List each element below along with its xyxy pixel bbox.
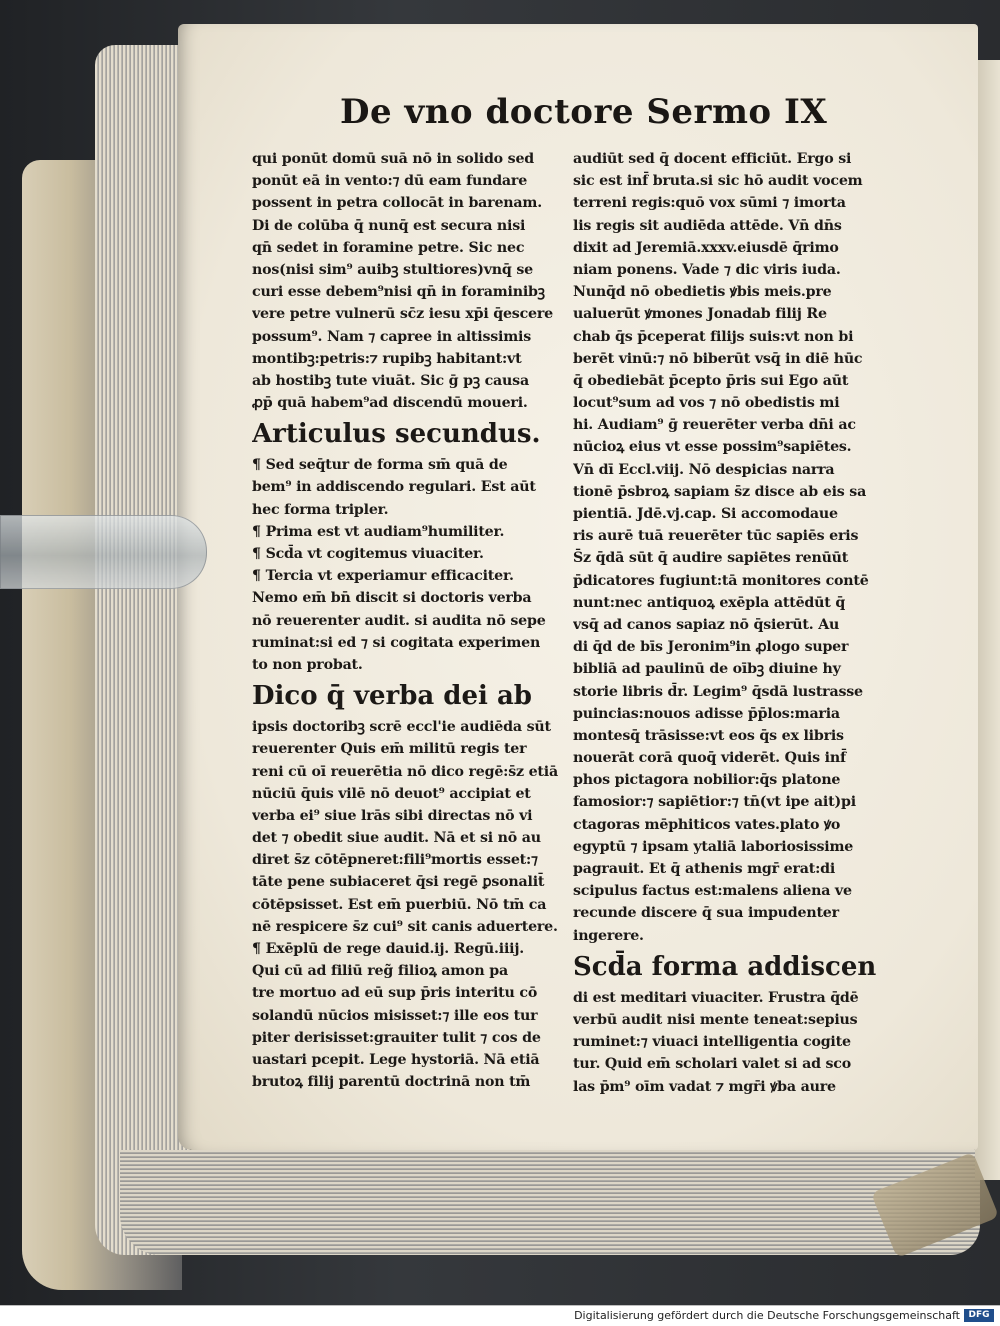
text-line: storie libris d̄r. Legim⁹ q̄sdā lustrasse <box>573 683 863 700</box>
text-line: ipsis doctoribꝫ scrē eccl'ie audiēda sūt <box>252 719 551 736</box>
text-line: S̄z q̄dā sūt q̄ audire sapiētes renūūt <box>573 550 849 567</box>
running-head: De vno doctore Sermo IX <box>340 92 828 132</box>
text-line: nūciū q̄uis vilē nō deuot⁹ accipiat et <box>252 785 531 802</box>
text-line: las p̄m⁹ oīm vadat ⁊ mgr̄i ꝟba aure <box>573 1078 836 1095</box>
text-line: di q̄d de bīs Jeronim⁹in ꝓlogo super <box>573 639 849 656</box>
page-stack-bottom <box>120 1150 980 1255</box>
text-line: ab hostibꝫ tute viuāt. Sic ḡ pꝫ causa <box>252 372 529 389</box>
text-line: berēt vinū:⁊ nō biberūt vsq̄ in diē hūc <box>573 350 863 367</box>
text-line: ¶ Exēplū de rege dauid.ij. Regū.iiij. <box>252 941 525 957</box>
text-line: pientiā. Jdē.vj.cap. Si accomodaue <box>573 506 838 522</box>
text-line: diret s̄z cōtēpneret:fili⁹mortis esset:⁊ <box>252 852 538 869</box>
text-line: vsq̄ ad canos sapiaz nō q̄sierūt. Au <box>573 616 840 633</box>
text-line: recunde discere q̄ sua impudenter <box>573 905 839 922</box>
text-line: possent in petra collocāt in barenam. <box>252 195 542 212</box>
text-line: terreni regis:quō vox sūmi ⁊ imorta <box>573 195 846 212</box>
text-line: sic est inf̄ bruta.si sic hō audit vocem <box>573 173 863 190</box>
text-line: piter derisisset:grauiter tulit ⁊ cos de <box>252 1029 541 1046</box>
text-line: Di de colūba q̄ nunq̄ est secura nisi <box>252 217 526 234</box>
text-line: ponūt eā in vento:⁊ dū eam fundare <box>252 173 528 190</box>
text-line: q̄ obediebāt p̄cepto p̄ris sui Ego aūt <box>573 372 849 389</box>
text-line: vere petre vulnerū sc̄z iesu xp̄i q̄escere <box>252 306 553 323</box>
text-line: ruminet:⁊ viuaci intelligentia cogite <box>573 1034 851 1051</box>
text-line: possum⁹. Nam ⁊ capree in altissimis <box>252 328 532 345</box>
text-line: reuerenter Quis em̄ militū regis ter <box>252 741 527 758</box>
text-line: famosior:⁊ sapiētior:⁊ tn̄(vt ipe ait)pi <box>573 794 856 811</box>
text-line: locut⁹sum ad vos ⁊ nō obedistis mi <box>573 395 840 412</box>
text-line: phos pictagora nobilior:q̄s platone <box>573 772 841 789</box>
text-line: montesq̄ trāsisse:vt eos q̄s ex libris <box>573 727 844 744</box>
text-line: nos(nisi sim⁹ auibꝫ stultiores)vnq̄ se <box>252 261 533 278</box>
text-line: ¶ Tercia vt experiamur efficaciter. <box>252 568 514 585</box>
text-line: niam ponens. Vade ⁊ dic viris iuda. <box>573 261 841 278</box>
text-line: ualuerūt ꝟmones Jonadab filij Re <box>573 306 827 323</box>
text-line: audiūt sed q̄ docent efficiūt. Ergo si <box>573 151 852 167</box>
text-line: puincias:nouos adisse p̄p̄los:maria <box>573 705 840 722</box>
text-line: hi. Audiam⁹ ḡ reuerēter verba dn̄i ac <box>573 417 856 434</box>
text-line: uastari pcepit. Lege hystoriā. Nā etiā <box>252 1051 540 1068</box>
text-line: chab q̄s p̄ceperat filijs suis:vt non bi <box>573 328 854 345</box>
page-stack-left <box>95 45 190 1255</box>
text-line: ctagoras mēphiticos vates.plato ꝟo <box>573 816 841 833</box>
text-line: bem⁹ in addiscendo regulari. Est aūt <box>252 479 536 496</box>
text-line: tre mortuo ad eū sup p̄ris interitu cō <box>252 985 538 1002</box>
text-line: Nemo em̄ bn̄ discit si doctoris verba <box>252 590 532 607</box>
text-line: ꝓp̄ quā habem⁹ad discendū moueri. <box>252 395 528 412</box>
text-line: nō reuerenter audit. si audita nō sepe <box>252 612 546 629</box>
text-line: Vn̄ dī Eccl.viij. Nō despicias narra <box>573 461 835 478</box>
text-line: cōtēpsisset. Est em̄ puerbiū. Nō tm̄ ca <box>252 896 547 913</box>
text-line: ruminat:si ed ⁊ si cogitata experimen <box>252 634 541 651</box>
text-line: tionē p̄sbroꝝ sapiam s̄z disce ab eis sa <box>573 483 867 500</box>
text-line: nūcioꝝ eius vt esse possim⁹sapiētes. <box>573 439 852 456</box>
page-clip <box>0 515 207 589</box>
text-line: dixit ad Jeremiā.xxxv.eiusdē q̄rimo <box>573 239 839 256</box>
text-line: qn̄ sedet in foramine petre. Sic nec <box>252 239 525 256</box>
text-line: nē respicere s̄z cui⁹ sit canis aduertere. <box>252 918 558 935</box>
text-line: montibꝫ:petris:⁊ rupibꝫ habitant:vt <box>252 350 522 367</box>
right-text-column <box>573 148 891 1098</box>
display-initial-line: Scd̄a forma addiscen <box>573 951 877 982</box>
display-initial-line: Dico q̄ verba dei ab <box>252 681 532 712</box>
funding-notice: Digitalisierung gefördert durch die Deutsche Forschungsgemeinschaft <box>574 1309 960 1322</box>
left-text-column <box>252 148 570 1093</box>
text-line: Qui cū ad filiū reg̃ filioꝝ amon pa <box>252 963 508 980</box>
text-line: Nunq̄d nō obedietis ꝟbis meis.pre <box>573 284 832 301</box>
text-line: pagrauit. Et q̄ athenis mgr̄ erat:di <box>573 861 836 877</box>
text-line: egyptū ⁊ ipsam ytaliā laboriosissime <box>573 838 854 855</box>
text-line: brutoꝝ filij parentū doctrinā non tm̄ <box>252 1074 531 1091</box>
text-line: ¶ Scd̄a vt cogitemus viuaciter. <box>252 546 484 562</box>
section-heading: Articulus secundus. <box>252 419 541 450</box>
text-line: ingerere. <box>573 927 644 944</box>
text-line: ¶ Sed seq̄tur de forma sm̄ quā de <box>252 457 508 474</box>
text-line: solandū nūcios misisset:⁊ ille eos tur <box>252 1007 538 1024</box>
text-line: nunt:nec antiquoꝝ exēpla attēdūt q̄ <box>573 594 846 611</box>
text-line: ¶ Prima est vt audiam⁹humiliter. <box>252 523 505 540</box>
facing-page-edge <box>975 60 1000 1180</box>
text-line: hec forma tripler. <box>252 501 389 518</box>
text-line: verba ei⁹ siue lrās sibi directas nō vi <box>252 807 533 824</box>
text-line: verbū audit nisi mente teneat:sepius <box>573 1011 858 1028</box>
text-line: scipulus factus est:malens aliena ve <box>573 883 852 900</box>
footer-bar <box>0 1305 1000 1326</box>
text-line: det ⁊ obedit siue audit. Nā et si nō au <box>252 830 541 847</box>
text-line: di est meditari viuaciter. Frustra q̄dē <box>573 989 859 1006</box>
text-line: reni cū oī reuerētia nō dico regē:s̄z etiā <box>252 763 558 780</box>
text-line: tāte pene subiaceret q̄si regē ꝑsonalit̄ <box>252 874 545 891</box>
text-line: tur. Quid em̄ scholari valet si ad sco <box>573 1056 852 1073</box>
text-line: curi esse debem⁹nisi qn̄ in foraminibꝫ <box>252 284 545 301</box>
text-line: ris aurē tuā reuerēter tūc sapiēs eris <box>573 528 859 545</box>
text-line: qui ponūt domū suā nō in solido sed <box>252 151 535 167</box>
dfg-logo: DFG <box>964 1309 994 1322</box>
text-line: to non probat. <box>252 656 363 673</box>
text-line: bibliā ad paulinū de oībꝫ diuine hy <box>573 661 841 678</box>
text-line: nouerāt corā quoq̄ viderēt. Quis inf̄ <box>573 750 846 767</box>
text-line: p̄dicatores fugiunt:tā monitores contē <box>573 572 869 589</box>
text-line: lis regis sit audiēda attēde. Vn̄ dn̄s <box>573 217 842 234</box>
